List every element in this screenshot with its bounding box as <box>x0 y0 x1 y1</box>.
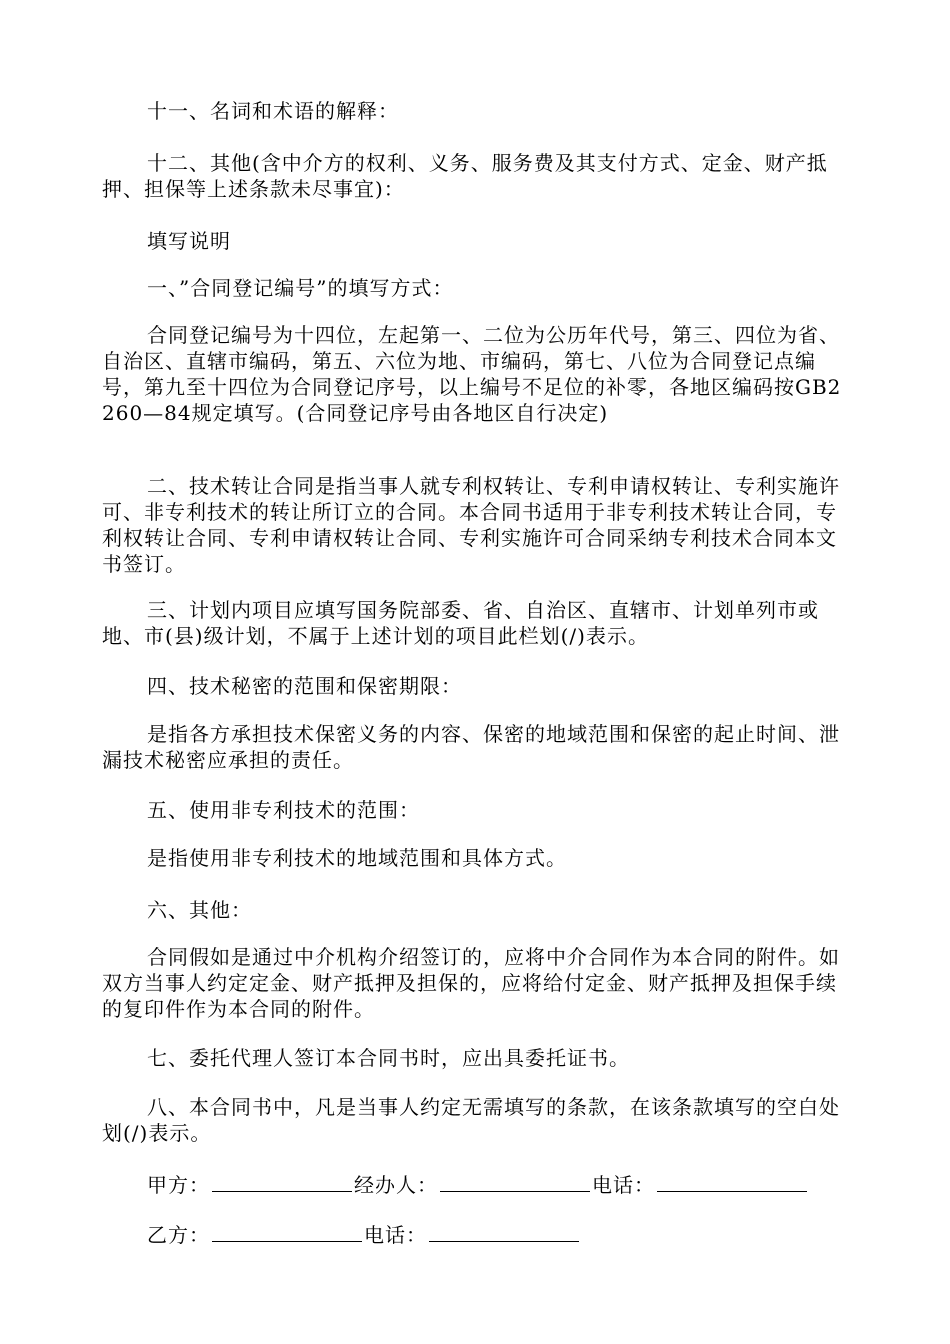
instruction-1-title: 一、”合同登记编号”的填写方式： <box>147 276 454 300</box>
phone-b-blank[interactable] <box>429 1221 579 1242</box>
phone-a-blank[interactable] <box>657 1171 807 1192</box>
instruction-2: 二、技术转让合同是指当事人就专利权转让、专利申请权转让、专利实施许可、非专利技术的转让所订立的合同。本合同书适用于非专利技术转让合同，专利权转让合同、专利申请权转让合同、专利实施许可合同采纳专利技术合同本文书签订。 <box>102 474 840 576</box>
phone-label-a: 电话： <box>592 1173 655 1197</box>
agent-blank[interactable] <box>440 1171 590 1192</box>
instruction-8: 八、本合同书中，凡是当事人约定无需填写的条款，在该条款填写的空白处划(/)表示。 <box>102 1095 840 1145</box>
instruction-5-title: 五、使用非专利技术的范围： <box>147 798 420 822</box>
party-a-label: 甲方： <box>147 1173 210 1197</box>
instruction-1-body: 合同登记编号为十四位，左起第一、二位为公历年代号，第三、四位为省、自治区、直辖市编码，第五、六位为地、市编码，第七、八位为合同登记点编号，第九至十四位为合同登记序号，以上编号不足位的补零，各地区编码按GB2260—84规定填写。(合同登记序号由各地区自行决定) <box>102 323 842 425</box>
agent-label: 经办人： <box>354 1173 438 1197</box>
instruction-4-title: 四、技术秘密的范围和保密期限： <box>147 674 462 698</box>
paragraph-12: 十二、其他(含中介方的权利、义务、服务费及其支付方式、定金、财产抵押、担保等上述条款未尽事宜)： <box>102 151 828 201</box>
phone-label-b: 电话： <box>364 1223 427 1247</box>
paragraph-11: 十一、名词和术语的解释： <box>147 99 399 123</box>
instruction-4-body: 是指各方承担技术保密义务的内容、保密的地域范围和保密的起止时间、泄漏技术秘密应承担的责任。 <box>102 722 840 772</box>
instruction-3: 三、计划内项目应填写国务院部委、省、自治区、直辖市、计划单列市或地、市(县)级计划，不属于上述计划的项目此栏划(/)表示。 <box>102 598 819 648</box>
instruction-6-body: 合同假如是通过中介机构介绍签订的，应将中介合同作为本合同的附件。如双方当事人约定定金、财产抵押及担保的，应将给付定金、财产抵押及担保手续的复印件作为本合同的附件。 <box>102 945 840 1021</box>
signature-row-b <box>147 1221 581 1248</box>
party-a-blank[interactable] <box>212 1171 352 1192</box>
party-b-blank[interactable] <box>212 1221 362 1242</box>
instruction-7: 七、委托代理人签订本合同书时，应出具委托证书。 <box>147 1046 630 1070</box>
signature-row-a <box>147 1171 809 1198</box>
party-b-label: 乙方： <box>147 1223 210 1247</box>
instructions-heading: 填写说明 <box>147 229 231 253</box>
instruction-5-body: 是指使用非专利技术的地域范围和具体方式。 <box>147 846 567 870</box>
instruction-6-title: 六、其他： <box>147 898 252 922</box>
